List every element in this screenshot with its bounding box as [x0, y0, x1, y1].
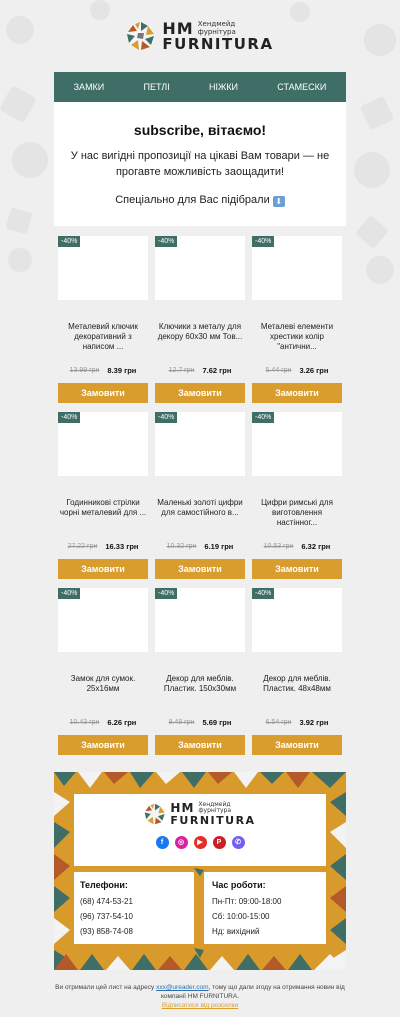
product-image[interactable] — [58, 412, 148, 476]
brand-tagline: Хендмейд фурнітура — [197, 20, 236, 36]
product-card[interactable] — [155, 412, 245, 588]
old-price: 6.54 грн — [265, 718, 292, 726]
footer-brand-short: HM — [170, 801, 195, 816]
product-name[interactable]: Годинникові стрілки чорні металевий для ... — [59, 498, 147, 517]
old-price: 5.44 грн — [265, 366, 292, 374]
product-image[interactable] — [252, 412, 342, 476]
nav-item-locks[interactable]: ЗАМКИ — [73, 82, 105, 92]
category-nav — [54, 72, 346, 102]
new-price: 6.26 грн — [107, 717, 137, 727]
footer-brand-box — [74, 794, 326, 866]
new-price: 8.39 грн — [107, 365, 137, 375]
social-links — [74, 836, 326, 849]
new-price: 7.62 грн — [202, 365, 232, 375]
product-name[interactable]: Ключики з металу для декору 60х30 мм Тов... — [157, 322, 243, 341]
product-prices — [155, 364, 245, 376]
legal-notice — [54, 983, 346, 1010]
footer-brand-name: FURNITURA — [170, 813, 256, 827]
picked-for-you — [54, 194, 346, 207]
hours-sunday: Нд: вихідний — [212, 927, 260, 936]
brand-mosaic-icon — [126, 21, 156, 51]
nav-item-legs[interactable]: НІЖКИ — [208, 82, 238, 92]
email-header — [54, 0, 346, 226]
footer-logo[interactable] — [74, 802, 326, 826]
contacts-footer — [54, 772, 346, 970]
footer-brand-tagline: Хендмейд фурнітура — [198, 801, 232, 815]
order-button[interactable]: Замовити — [252, 559, 342, 579]
product-image[interactable] — [58, 588, 148, 652]
new-price: 3.26 грн — [299, 365, 329, 375]
product-row — [58, 236, 342, 412]
old-price: 10.53 грн — [263, 542, 294, 550]
product-prices — [58, 540, 148, 552]
product-row — [58, 588, 342, 764]
phone-2[interactable]: (96) 737-54-10 — [80, 912, 133, 921]
hours-saturday: Сб: 10:00-15:00 — [212, 912, 270, 921]
new-price: 3.92 грн — [299, 717, 329, 727]
product-name[interactable]: Замок для сумок. 25х16мм — [70, 674, 136, 693]
brand-logo[interactable] — [54, 0, 346, 72]
product-image[interactable] — [252, 236, 342, 300]
product-prices — [252, 716, 342, 728]
legal-suffix: , тому що дали згоду на отримання новин від компанії HM FURNITURA. — [160, 984, 345, 1000]
old-price: 12.7 грн — [168, 366, 195, 374]
order-button[interactable]: Замовити — [252, 735, 342, 755]
phone-1[interactable]: (68) 474-53-21 — [80, 897, 133, 906]
product-prices — [252, 540, 342, 552]
product-card[interactable] — [252, 236, 342, 412]
old-price: 27.22 грн — [67, 542, 98, 550]
viber-icon[interactable]: ✆ — [232, 836, 245, 849]
product-name[interactable]: Металеві елементи хрестики колір "антични... — [260, 322, 334, 351]
old-price: 10.43 грн — [69, 718, 100, 726]
product-card[interactable] — [155, 588, 245, 764]
discount-badge: -40% — [252, 236, 274, 247]
order-button[interactable]: Замовити — [155, 735, 245, 755]
instagram-icon[interactable]: ◎ — [175, 836, 188, 849]
order-button[interactable]: Замовити — [58, 383, 148, 403]
nav-item-hinges[interactable]: ПЕТЛІ — [143, 82, 170, 92]
product-image[interactable] — [155, 412, 245, 476]
brand-name: FURNITURA — [162, 34, 274, 53]
order-button[interactable]: Замовити — [252, 383, 342, 403]
product-card[interactable] — [252, 412, 342, 588]
phone-3[interactable]: (93) 858-74-08 — [80, 927, 133, 936]
product-name[interactable]: Декор для меблів. Пластик. 48х48мм — [263, 674, 331, 693]
legal-prefix: Ви отримали цей лист на адресу — [55, 984, 157, 991]
hours-title: Час роботи: — [212, 880, 266, 890]
new-price: 16.33 грн — [105, 541, 139, 551]
picked-text: Спеціально для Вас підібрали — [115, 194, 270, 206]
product-image[interactable] — [58, 236, 148, 300]
product-prices — [252, 364, 342, 376]
product-grid — [58, 236, 342, 764]
recipient-email-link[interactable]: xxx@ureader.com — [156, 984, 209, 991]
order-button[interactable]: Замовити — [58, 559, 148, 579]
unsubscribe-link[interactable]: Відписатися від розсилки — [161, 1002, 239, 1009]
discount-badge: -40% — [58, 588, 80, 599]
new-price: 6.19 грн — [204, 541, 234, 551]
product-card[interactable] — [252, 588, 342, 764]
phones-title: Телефони: — [80, 880, 128, 890]
product-image[interactable] — [252, 588, 342, 652]
product-card[interactable] — [58, 236, 148, 412]
old-price: 10.32 грн — [166, 542, 197, 550]
product-prices — [58, 716, 148, 728]
product-card[interactable] — [155, 236, 245, 412]
welcome-text: У нас вигідні пропозиції на цікаві Вам товари — не прогавте можливість заощадити! — [70, 150, 330, 178]
product-image[interactable] — [155, 236, 245, 300]
product-prices — [155, 716, 245, 728]
product-prices — [58, 364, 148, 376]
facebook-icon[interactable]: f — [156, 836, 169, 849]
product-name[interactable]: Маленькі золоті цифри для самостійного в... — [157, 498, 243, 517]
nav-item-chisels[interactable]: СТАМЕСКИ — [277, 82, 327, 92]
order-button[interactable]: Замовити — [155, 383, 245, 403]
phones-box — [74, 872, 194, 944]
old-price: 13.99 грн — [69, 366, 100, 374]
product-name[interactable]: Металевий ключик декоративний з написом ... — [68, 322, 138, 351]
product-name[interactable]: Цифри римські для виготовлення настінног... — [261, 498, 333, 527]
product-card[interactable] — [58, 588, 148, 764]
new-price: 6.32 грн — [301, 541, 331, 551]
product-card[interactable] — [58, 412, 148, 588]
down-arrow-emoji-icon: ⬇ — [273, 196, 285, 207]
brand-mosaic-icon — [144, 803, 166, 825]
discount-badge: -40% — [155, 588, 177, 599]
youtube-icon[interactable]: ▶ — [194, 836, 207, 849]
hours-weekdays: Пн-Пт: 09:00-18:00 — [212, 897, 282, 906]
welcome-title: subscribe, вітаємо! — [133, 122, 267, 138]
order-button[interactable]: Замовити — [58, 735, 148, 755]
hours-box — [204, 872, 326, 944]
discount-badge: -40% — [252, 412, 274, 423]
brand-short: HM — [162, 18, 194, 38]
pinterest-icon[interactable]: P — [213, 836, 226, 849]
discount-badge: -40% — [155, 412, 177, 423]
discount-badge: -40% — [252, 588, 274, 599]
order-button[interactable]: Замовити — [155, 559, 245, 579]
discount-badge: -40% — [155, 236, 177, 247]
product-row — [58, 412, 342, 588]
old-price: 9.48 грн — [168, 718, 195, 726]
discount-badge: -40% — [58, 412, 80, 423]
product-name[interactable]: Декор для меблів. Пластик. 150х30мм — [163, 674, 237, 693]
new-price: 5.69 грн — [202, 717, 232, 727]
welcome-section — [54, 102, 346, 226]
product-prices — [155, 540, 245, 552]
discount-badge: -40% — [58, 236, 80, 247]
product-image[interactable] — [155, 588, 245, 652]
